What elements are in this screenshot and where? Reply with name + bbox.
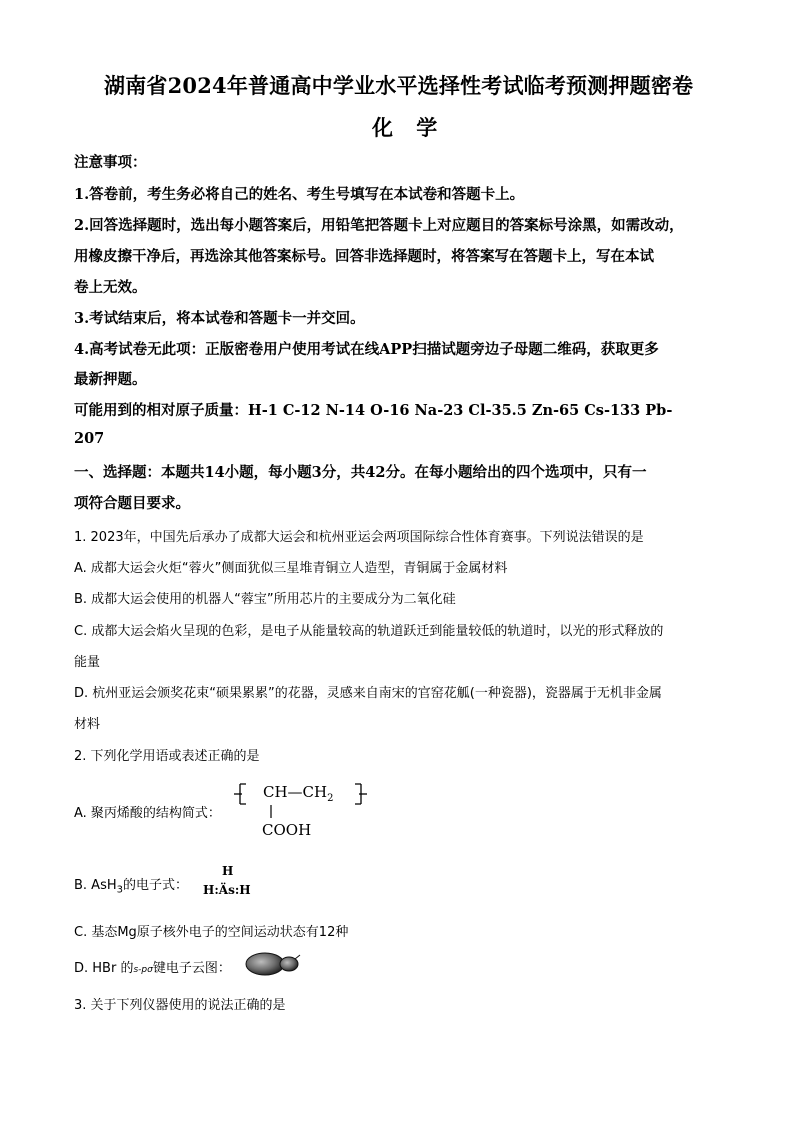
notice-item-3: 3.考试结束后，将本试卷和答题卡一并交回。: [74, 310, 365, 327]
formula-carboxyl-group: COOH: [262, 821, 312, 839]
q1-option-a: A. 成都大运会火炬“蓉火”侧面犹似三星堆青铜立人造型，青铜属于金属材料: [74, 561, 508, 576]
q1-option-d-cont: 材料: [74, 717, 101, 732]
q2-option-d-label: D. HBr 的s-pσ键电子云图：: [74, 961, 231, 976]
notice-item-2: 2.回答选择题时，选出每小题答案后，用铅笔把答题卡上对应题目的答案标号涂黑，如需改动，: [74, 217, 684, 234]
q2-option-a-label: A. 聚丙烯酸的结构简式：: [74, 806, 221, 821]
subject-title: 化 学: [372, 115, 446, 140]
q3-stem: 3. 关于下列仪器使用的说法正确的是: [74, 998, 286, 1013]
electron-cloud-icon: [245, 950, 303, 978]
section-heading-end: 项符合题目要求。: [74, 495, 190, 512]
q1-option-d: D. 杭州亚运会颁奖花束“硕果累累”的花器，灵感来自南宋的官窑花觚(一种瓷器)，瓷器属于无机非金属: [74, 686, 662, 701]
formula-main-chain: $CH—CH_2$: [263, 783, 334, 804]
notice-item-1: 1.答卷前，考生务必将自己的姓名、考生号填写在本试卷和答题卡上。: [74, 186, 525, 203]
electron-formula-row: H:Äs:H: [203, 883, 251, 897]
atomic-mass-line: 可能用到的相对原子质量：H-1 C-12 N-14 O-16 Na-23 Cl-35.5 Zn-65 Cs-133 Pb-: [74, 402, 673, 419]
notice-heading: 注意事项：: [74, 154, 147, 171]
section-heading: 一、选择题：本题共14小题，每小题3分，共42分。在每小题给出的四个选项中，只有一: [74, 464, 647, 481]
notice-item-2-cont: 用橡皮擦干净后，再选涂其他答案标号。回答非选择题时，将答案写在答题卡上，写在本试: [74, 248, 654, 265]
q1-option-c-cont: 能量: [74, 655, 101, 670]
q2-option-b-label: B. AsH$_3$的电子式：: [74, 878, 189, 896]
notice-item-4-end: 最新押题。: [74, 371, 147, 388]
q1-option-c: C. 成都大运会焰火呈现的色彩，是电子从能量较高的轨道跃迁到能量较低的轨道时，以光的形式释放的: [74, 624, 664, 639]
electron-formula-top-h: H: [222, 864, 234, 878]
q1-option-b: B. 成都大运会使用的机器人“蓉宝”所用芯片的主要成分为二氧化硅: [74, 592, 456, 607]
notice-item-4: 4.高考试卷无此项：正版密卷用户使用考试在线APP扫描试题旁边子母题二维码，获取更多: [74, 341, 659, 358]
notice-item-2-end: 卷上无效。: [74, 279, 147, 296]
q2-stem: 2. 下列化学用语或表述正确的是: [74, 749, 260, 764]
q2-option-c: C. 基态Mg原子核外电子的空间运动状态有12种: [74, 925, 349, 940]
q1-stem: 1. 2023年，中国先后承办了成都大运会和杭州亚运会两项国际综合性体育赛事。下列说法错误的是: [74, 530, 644, 545]
page-title: 湖南省2024年普通高中学业水平选择性考试临考预测押题密卷: [104, 73, 694, 98]
atomic-mass-line-end: 207: [74, 430, 105, 447]
